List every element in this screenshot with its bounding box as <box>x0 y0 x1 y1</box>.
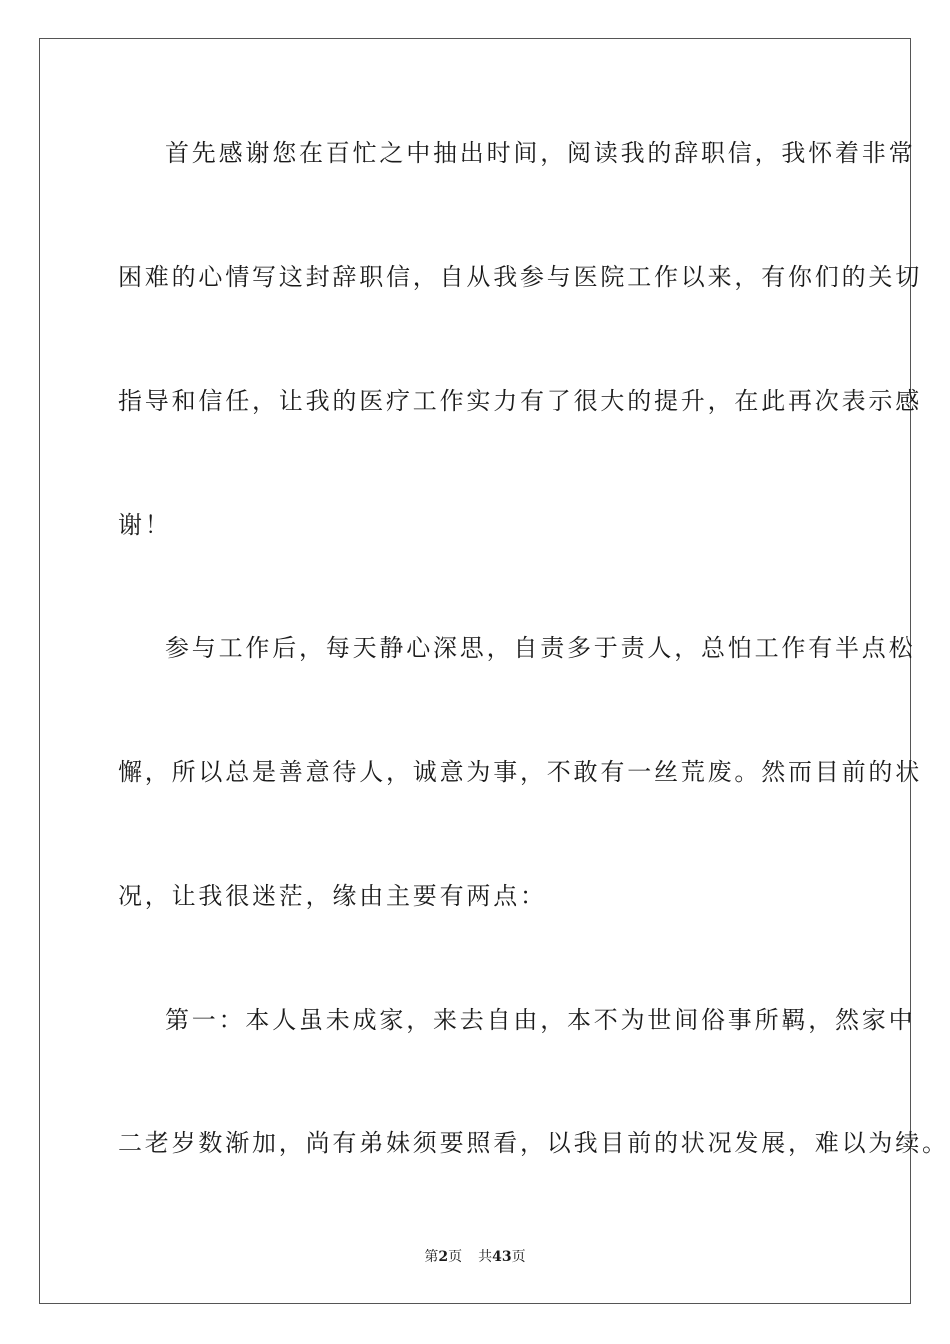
paragraph-line-6: 懈，所以总是善意待人，诚意为事，不敢有一丝荒废。然而目前的状 <box>118 758 922 786</box>
page-label-prefix: 第 <box>424 1249 439 1265</box>
total-pages: 43 <box>492 1249 512 1265</box>
page-footer <box>0 1248 950 1266</box>
page-border <box>39 38 949 1304</box>
paragraph-line-2: 困难的心情写这封辞职信，自从我参与医院工作以来，有你们的关切 <box>118 263 922 291</box>
paragraph-line-8: 第一：本人虽未成家，来去自由，本不为世间俗事所羁，然家中 <box>165 1006 916 1034</box>
total-label-suffix: 页 <box>511 1249 526 1265</box>
paragraph-line-3: 指导和信任，让我的医疗工作实力有了很大的提升，在此再次表示感 <box>118 387 922 415</box>
page-label-suffix: 页 <box>448 1249 463 1265</box>
paragraph-line-4: 谢！ <box>118 511 172 539</box>
paragraph-line-9: 二老岁数渐加，尚有弟妹须要照看，以我目前的状况发展，难以为续。 <box>118 1129 949 1157</box>
paragraph-line-1: 首先感谢您在百忙之中抽出时间，阅读我的辞职信，我怀着非常 <box>165 139 916 167</box>
paragraph-line-5: 参与工作后，每天静心深思，自责多于责人，总怕工作有半点松 <box>165 634 916 662</box>
page-number: 2 <box>438 1249 449 1265</box>
total-label-prefix: 共 <box>478 1249 493 1265</box>
paragraph-line-7: 况，让我很迷茫，缘由主要有两点： <box>118 882 547 910</box>
